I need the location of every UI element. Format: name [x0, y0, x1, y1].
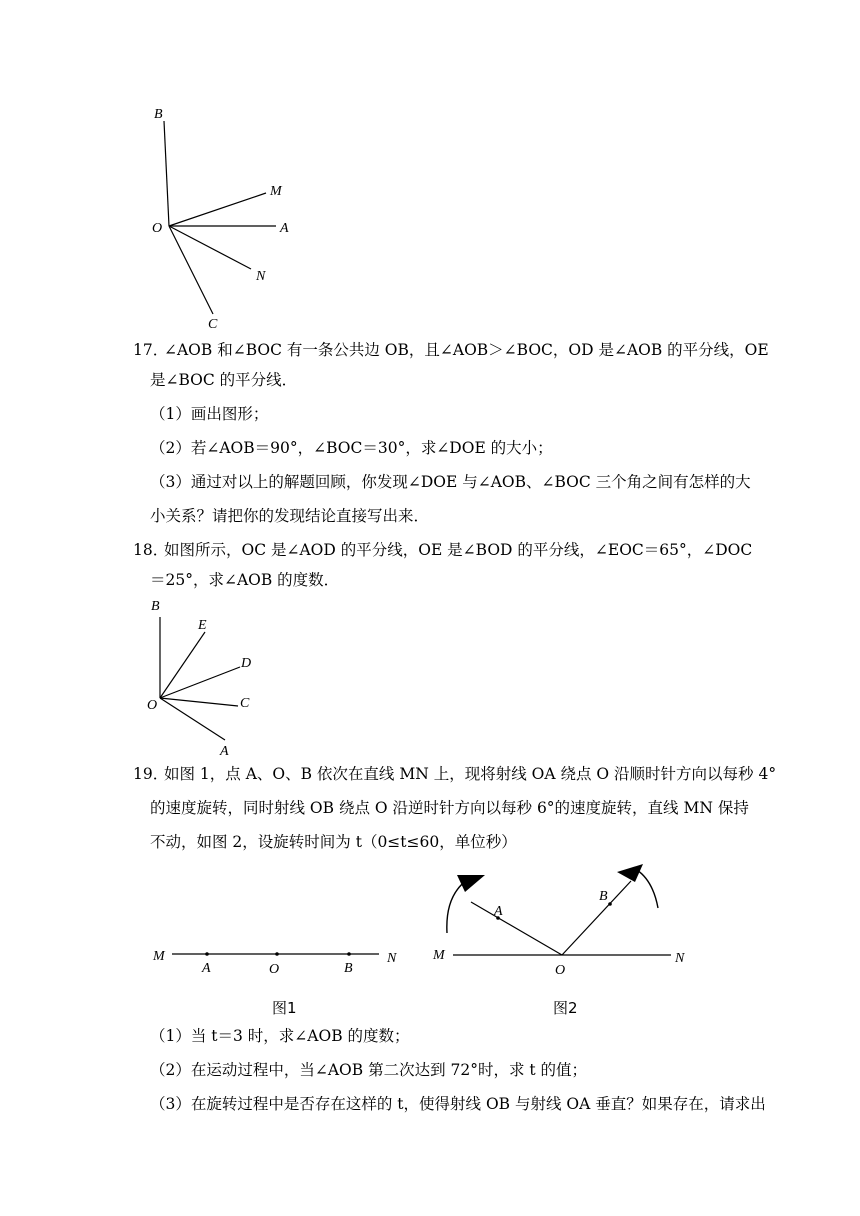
q18-label-b: B [151, 599, 160, 614]
q17-part3a-text: （3）通过对以上的解题回顾，你发现∠DOE 与∠AOB、∠BOC 三个角之间有怎样的大 [150, 473, 751, 491]
label-o: O [152, 221, 163, 236]
q18-label-c: C [240, 696, 250, 711]
q17-number: 17． [133, 341, 169, 359]
q17-part3b-text: 小关系？请把你的发现结论直接写出来． [150, 507, 430, 525]
fig2-caption: 图2 [553, 999, 578, 1017]
q19-figure-2-svg [425, 858, 695, 1020]
q19-figure-2 [425, 858, 695, 1020]
fig1-label-o: O [269, 962, 280, 977]
fig2-label-m: M [433, 948, 445, 963]
fig1-label-n: N [387, 951, 397, 966]
q17-part1-text: （1）画出图形； [150, 405, 269, 423]
fig1-caption: 图1 [272, 999, 297, 1017]
fig1-label-b: B [344, 961, 353, 976]
figure-angle-rays [140, 100, 300, 335]
label-a: A [280, 221, 289, 236]
q18-text-2: ＝25°，求∠AOB 的度数． [150, 571, 340, 589]
q17-text-2: 是∠BOC 的平分线． [150, 371, 298, 389]
fig2-label-b: B [599, 889, 608, 904]
q19-number: 19． [133, 765, 169, 783]
q19-text-3: 不动，如图 2，设旋转时间为 t（0≤t≤60，单位秒） [150, 833, 517, 851]
q17-part2-text: （2）若∠AOB＝90°，∠BOC＝30°，求∠DOE 的大小； [150, 439, 553, 457]
q19-figure-1-svg [145, 935, 415, 1020]
q19-part1-text: （1）当 t＝3 时，求∠AOB 的度数； [150, 1027, 410, 1045]
q18-label-d: D [241, 656, 252, 671]
label-n: N [256, 269, 266, 284]
q19-part2-text: （2）在运动过程中，当∠AOB 第二次达到 72°时，求 t 的值； [150, 1061, 588, 1079]
q19-part3-text: （3）在旋转过程中是否存在这样的 t，使得射线 OB 与射线 OA 垂直？如果存在，请求出 [150, 1095, 766, 1113]
q19-text-2: 的速度旋转，同时射线 OB 绕点 O 沿逆时针方向以每秒 6°的速度旋转，直线 MN 保持 [150, 799, 749, 817]
q18-label-a: A [220, 744, 229, 759]
fig1-label-a: A [202, 961, 211, 976]
q18-text-1: 如图所示，OC 是∠AOD 的平分线，OE 是∠BOD 的平分线，∠EOC＝65°，∠DOC [164, 541, 753, 559]
q18-number: 18． [133, 541, 169, 559]
q19-text-1: 如图 1，点 A、O、B 依次在直线 MN 上，现将射线 OA 绕点 O 沿顺时针方向以每秒 4° [164, 765, 777, 783]
q17-text-1: ∠AOB 和∠BOC 有一条公共边 OB，且∠AOB＞∠BOC，OD 是∠AOB 的平分线，OE [164, 341, 769, 359]
figure-angle-rays-svg [140, 100, 300, 335]
q18-label-o: O [147, 698, 158, 713]
q18-label-e: E [198, 618, 207, 633]
q19-figure-1 [145, 935, 415, 1020]
fig2-label-o: O [555, 963, 566, 978]
fig1-label-m: M [153, 949, 165, 964]
label-m: M [270, 184, 282, 199]
q18-figure [140, 595, 270, 760]
q18-figure-svg [140, 595, 270, 760]
label-c: C [208, 317, 218, 332]
fig2-label-a: A [494, 904, 503, 919]
label-b: B [154, 107, 163, 122]
fig2-label-n: N [675, 951, 685, 966]
